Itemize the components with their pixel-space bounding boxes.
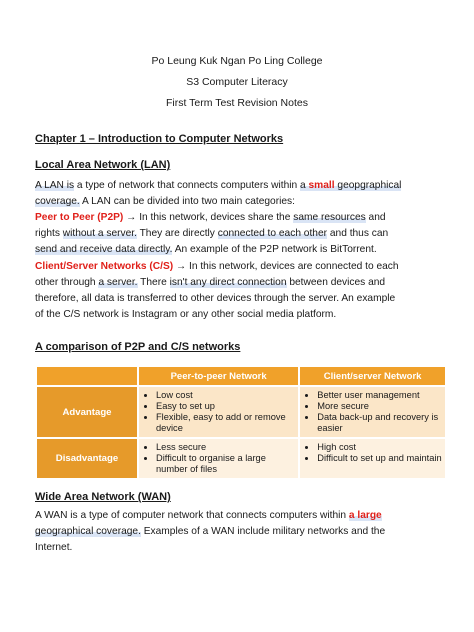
- table-cell: [299, 386, 445, 438]
- comparison-heading: A comparison of P2P and C/S networks: [35, 341, 241, 353]
- cs-text: isn't any direct connection: [169, 277, 287, 288]
- arrow-icon: →: [173, 261, 189, 272]
- cs-text: therefore, all data is transferred to other devices through the server. An example: [35, 293, 396, 304]
- column-header-p2p: Peer-to-peer Network: [138, 367, 299, 386]
- table-cell: [138, 438, 299, 479]
- arrow-icon: →: [123, 212, 140, 223]
- table-row-advantage: [36, 386, 445, 438]
- wan-text: A WAN is a type of computer network that connects computers within: [35, 510, 349, 521]
- list-item: • Data back-up and recovery is easier: [317, 412, 444, 434]
- lan-small-keyword: small: [308, 180, 335, 191]
- school-name: Po Leung Kuk Ngan Po Ling College: [151, 55, 323, 67]
- p2p-text: connected to each other: [217, 228, 328, 239]
- p2p-text: They are directly: [136, 228, 218, 239]
- lan-text: a type of network that connects computers within: [74, 180, 301, 191]
- p2p-text: without a server.: [62, 228, 137, 239]
- p2p-paragraph: [35, 210, 445, 258]
- bullet-list: [301, 442, 444, 464]
- p2p-text: and thus can: [327, 228, 389, 239]
- bullet-list: [140, 390, 297, 434]
- p2p-text: and: [365, 212, 386, 223]
- cs-text: of the C/S network is Instagram or any other social media platform.: [35, 309, 337, 320]
- bullet-list: [140, 442, 297, 475]
- wan-text: geographical coverage.: [35, 526, 141, 537]
- list-item: • Less secure: [156, 442, 297, 453]
- wan-text: Examples of a WAN include military networks and the: [140, 526, 386, 537]
- chapter-title: Chapter 1 – Introduction to Computer Networks: [35, 133, 284, 145]
- lan-text: A LAN is: [35, 180, 75, 191]
- lan-heading: Local Area Network (LAN): [35, 159, 171, 171]
- bullet-list: [301, 390, 444, 434]
- table-header-row: [36, 367, 445, 386]
- wan-paragraph: [35, 508, 445, 556]
- cs-text: In this network, devices are connected to each: [189, 261, 399, 272]
- p2p-text: send and receive data directly.: [35, 244, 173, 255]
- wan-text: Internet.: [35, 542, 73, 553]
- cs-text: between devices and: [286, 277, 386, 288]
- column-header-cs: Client/server Network: [299, 367, 445, 386]
- list-item: • Easy to set up: [156, 401, 297, 412]
- p2p-text: In this network, devices share the: [139, 212, 294, 223]
- list-item: • High cost: [317, 442, 444, 453]
- list-item: • Better user management: [317, 390, 444, 401]
- cs-text: There: [137, 277, 170, 288]
- cs-text: other through: [35, 277, 99, 288]
- wan-large-keyword: a large: [348, 510, 382, 521]
- table-cell: [299, 438, 445, 479]
- row-header-disadvantage: Disadvantage: [36, 438, 138, 479]
- subject-name: S3 Computer Literacy: [186, 76, 288, 88]
- lan-paragraph: [35, 178, 445, 210]
- list-item: • Difficult to organise a large number of files: [156, 453, 297, 475]
- table-row-disadvantage: [36, 438, 445, 479]
- list-item: • Difficult to set up and maintain: [317, 453, 444, 464]
- lan-text: coverage.: [35, 196, 80, 207]
- row-header-advantage: Advantage: [36, 386, 138, 438]
- list-item: • More secure: [317, 401, 444, 412]
- comparison-table: [35, 367, 445, 480]
- p2p-text: An example of the P2P network is BitTorrent.: [172, 244, 377, 255]
- document-title: First Term Test Revision Notes: [166, 97, 308, 109]
- cs-label: Client/Server Networks (C/S): [35, 261, 174, 272]
- lan-text: a: [300, 180, 309, 191]
- table-cell: [138, 386, 299, 438]
- table-corner-cell: [36, 367, 138, 386]
- wan-heading: Wide Area Network (WAN): [35, 491, 171, 503]
- cs-text: a server.: [98, 277, 138, 288]
- list-item: • Low cost: [156, 390, 297, 401]
- p2p-label: Peer to Peer (P2P): [35, 212, 124, 223]
- p2p-text: same resources: [293, 212, 366, 223]
- list-item: • Flexible, easy to add or remove device: [156, 412, 297, 434]
- cs-paragraph: [35, 259, 445, 323]
- lan-text: geopgraphical: [334, 180, 402, 191]
- p2p-text: rights: [35, 228, 63, 239]
- lan-text: A LAN can be divided into two main categories:: [79, 196, 295, 207]
